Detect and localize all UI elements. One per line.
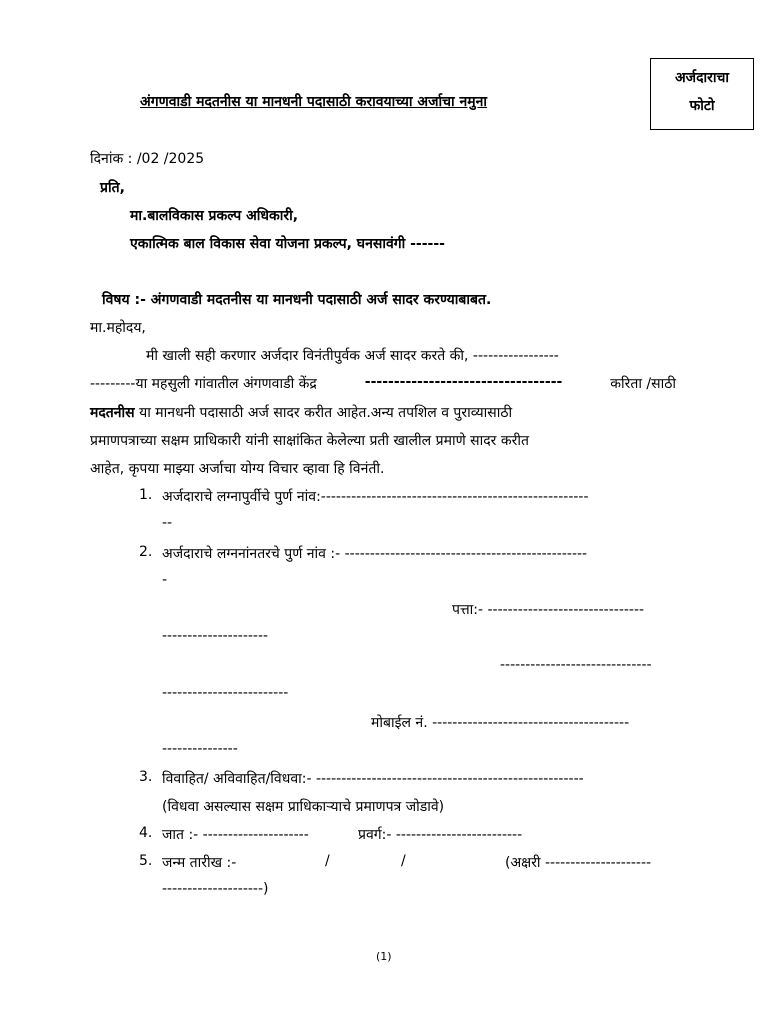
item-4-category: प्रवर्ग:- ------------------------- (358, 827, 523, 843)
item-3-number: 3. (139, 769, 153, 785)
mobile-label: मोबाईल नं. --------------------------------------- (371, 715, 630, 731)
recipient-address-2: एकात्मिक बाल विकास सेवा योजना प्रकल्प, घनसावंगी ------ (130, 236, 445, 252)
salutation: मा.महोदय, (90, 320, 146, 336)
item-4-number: 4. (139, 825, 153, 841)
recipient-address-1: मा.बालविकास प्रकल्प अधिकारी, (130, 208, 299, 224)
item-2-text: अर्जदाराचे लग्ननांनतरचे पुर्ण नांव :- ------------------------------------------------ (162, 546, 588, 562)
body-line-2-blank: ---------------------------------- (364, 374, 563, 390)
page-number: (1) (376, 950, 392, 963)
item-1-number: 1. (139, 487, 153, 503)
address-continuation-1: --------------------- (162, 628, 269, 644)
address-label: पत्ता:- ------------------------------- (452, 602, 645, 618)
subject-line: विषय :- अंगणवाडी मदतनीस या मानधनी पदासाठी अर्ज सादर करण्याबाबत. (102, 292, 492, 308)
body-line-2-a: ---------या महसुली गांवातील अंगणवाडी केंद्र (90, 376, 317, 392)
body-line-5: आहेत, कृपया माझ्या अर्जाचा योग्य विचार व्हावा हि विनंती. (90, 461, 385, 477)
body-line-3-bold: मदतनीस (90, 405, 135, 421)
item-2-continuation: - (162, 572, 168, 588)
item-1-continuation: -- (162, 515, 173, 531)
date-line: दिनांक : /02 /2025 (90, 151, 205, 167)
body-line-3-rest: या मानधनी पदासाठी अर्ज सादर करीत आहेत.अन्य तपशिल व पुराव्यासाठी (134, 405, 513, 421)
photo-box-label-2: फोटो (689, 98, 715, 114)
address-line-2: ------------------------------ (500, 657, 652, 673)
item-5-slash-1: / (325, 853, 330, 869)
item-3-note: (विधवा असल्यास सक्षम प्राधिकाऱ्याचे प्रमाणपत्र जोडावे) (162, 799, 445, 815)
form-title: अंगणवाडी मदतनीस या मानधनी पदासाठी करावयाच्या अर्जाचा नमुना (140, 94, 488, 110)
item-5-slash-2: / (401, 853, 406, 869)
applicant-photo-box (650, 58, 754, 130)
body-line-3 (90, 403, 512, 422)
body-line-2 (90, 374, 676, 393)
item-4-caste: जात :- --------------------- (162, 827, 309, 843)
photo-box-label-1: अर्जदाराचा (674, 70, 729, 86)
item-5-birthdate: जन्म तारीख :- (162, 855, 237, 871)
recipient-heading: प्रति, (100, 180, 125, 196)
mobile-continuation: --------------- (162, 741, 238, 757)
item-5-in-words: (अक्षरी --------------------- (505, 855, 652, 871)
item-5-continuation: --------------------) (162, 881, 269, 897)
item-1-text: अर्जदाराचे लग्नापुर्वीचे पुर्ण नांव:----------------------------------------------------- (162, 489, 589, 505)
item-5-number: 5. (139, 853, 153, 869)
address-continuation-2: ------------------------- (162, 685, 289, 701)
item-3-text: विवाहित/ अविवाहित/विधवा:- ----------------------------------------------------- (162, 771, 584, 787)
item-2-number: 2. (139, 544, 153, 560)
body-line-4: प्रमाणपत्राच्या सक्षम प्राधिकारी यांनी साक्षांकित केलेल्या प्रती खालील प्रमाणे सादर करीत (90, 433, 529, 449)
body-line-1: मी खाली सही करणार अर्जदार विनंतीपुर्वक अर्ज सादर करते की, ----------------- (146, 348, 559, 364)
body-line-2-c: करिता /साठी (610, 376, 676, 392)
